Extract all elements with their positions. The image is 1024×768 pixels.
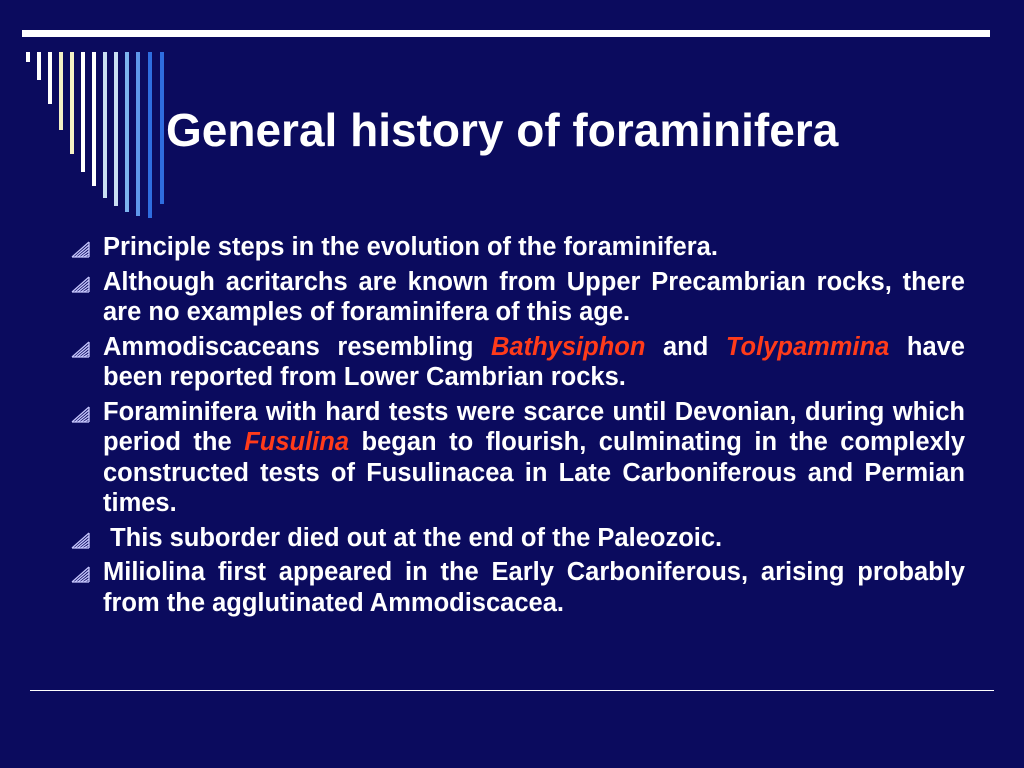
bullet-text: have been reported from Lower Cambrian rocks. [103,332,965,391]
bullet-item [70,397,965,519]
bullet-text: Miliolina first appeared in the Early Carboniferous, arising probably from the agglutinated Ammodiscacea. [103,558,965,617]
bullet-item [70,232,965,263]
bullet-text: and [645,332,726,361]
bullet-text: Ammodiscaceans resembling [103,332,492,361]
genus-name-emphasis: Bathysiphon [491,332,646,361]
bullet-item [70,332,965,393]
bullet-list [70,232,965,622]
bullet-text: began to flourish, culminating in the complexly constructed tests of Fusulinacea in Late Carboniferous and Permian times. [103,428,966,517]
hatched-triangle-icon [70,239,92,259]
bullet-item [70,523,965,554]
hatched-triangle-icon [70,339,92,359]
genus-name-emphasis: Fusulina [244,428,350,456]
bottom-rule [30,690,994,691]
hatched-triangle-icon [70,564,92,584]
hatched-triangle-icon [70,530,92,550]
bullet-text: Foraminifera with hard tests were scarce until Devonian, during which period the [103,397,965,456]
bullet-text: This suborder died out at the end of the Paleozoic. [103,523,723,552]
bullet-text: Although acritarchs are known from Upper Precambrian rocks, there are no examples of foraminifera of this age. [103,267,965,326]
bullet-text: Principle steps in the evolution of the foraminifera. [103,233,718,261]
bullet-item [70,557,965,618]
hatched-triangle-icon [70,274,92,294]
bullet-item [70,267,965,328]
genus-name-emphasis: Tolypammina [725,332,890,361]
slide-title: General history of foraminifera [166,104,839,156]
hatched-triangle-icon [70,404,92,424]
